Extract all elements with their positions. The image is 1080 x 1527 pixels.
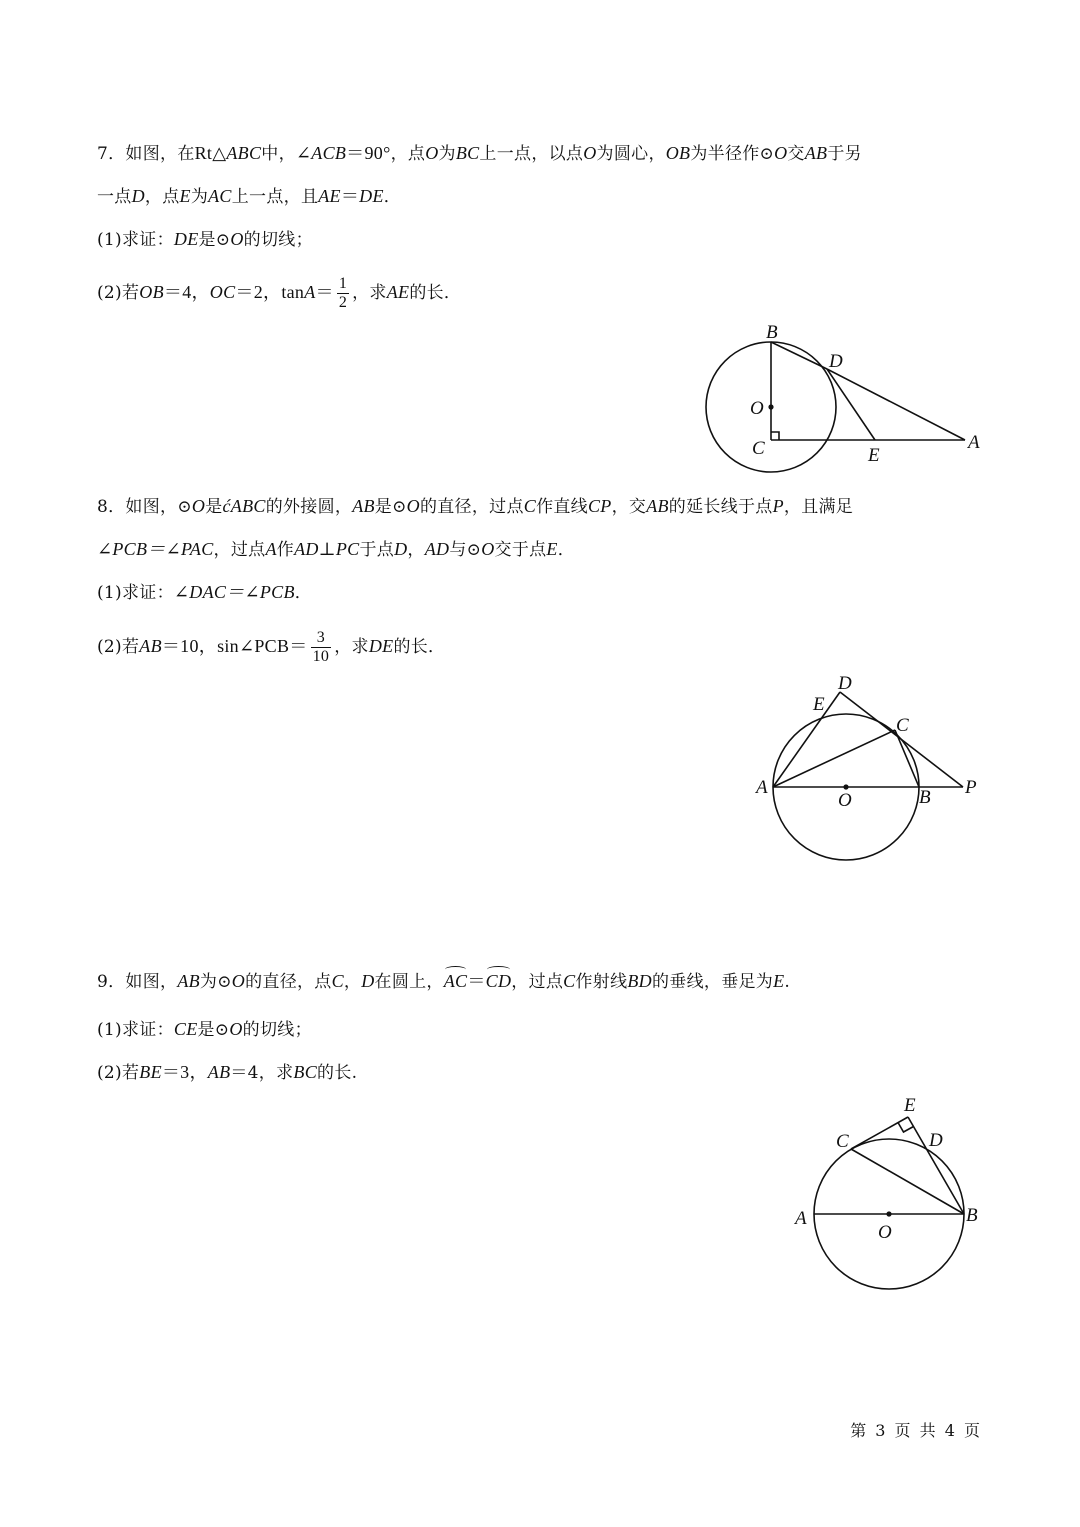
q8-center-dot <box>843 784 848 789</box>
svg-text:C: C <box>836 1131 849 1152</box>
q8-part-2: (2)若AB＝10，sin∠PCB＝ $\frac{3}{10}$ ，求DE的长． <box>97 629 446 665</box>
q9-center-dot <box>886 1211 891 1216</box>
fraction-three-tenths: $\frac{3}{10}$ <box>312 629 330 665</box>
q7-part-2: (2)若OB＝4，OC＝2，tanA＝ $\frac{1}{2}$ ，求AE的长． <box>97 275 462 311</box>
q9-line-1: 9．如图，AB为⊙O的直径，点C，D在圆上，AC＝CD，过点C作射线BD的垂线，垂足为E. <box>97 971 791 992</box>
svg-text:O: O <box>878 1222 892 1243</box>
svg-text:C: C <box>752 438 765 459</box>
svg-text:E: E <box>868 445 880 466</box>
svg-text:E: E <box>813 694 825 715</box>
q7-part-1: (1)求证：DE是⊙O的切线； <box>97 229 313 250</box>
svg-text:A: A <box>756 777 768 798</box>
arc-ac: AC <box>443 971 468 991</box>
q7-figure <box>690 320 990 470</box>
svg-text:D: D <box>838 673 852 694</box>
svg-text:B: B <box>966 1205 978 1226</box>
q8-line-2: ∠PCB＝∠PAC，过点A作AD⊥PC于点D，AD与⊙O交于点E． <box>97 539 576 560</box>
svg-text:P: P <box>965 777 977 798</box>
q9-figure <box>785 1090 995 1290</box>
svg-text:O: O <box>838 790 852 811</box>
q7-center-dot <box>768 404 773 409</box>
svg-text:B: B <box>766 322 778 343</box>
svg-text:O: O <box>750 398 764 419</box>
svg-text:D: D <box>929 1130 943 1151</box>
arc-cd: CD <box>485 971 512 991</box>
page-number: 第 3 页 共 4 页 <box>850 1421 982 1440</box>
svg-text:A: A <box>968 432 980 453</box>
svg-text:E: E <box>904 1095 916 1116</box>
q8-figure <box>745 668 985 868</box>
svg-text:B: B <box>919 787 931 808</box>
q7-line-2: 一点D，点E为AC上一点，且AE＝DE． <box>97 186 402 207</box>
q9-part-2: (2)若BE＝3，AB＝4，求BC的长. <box>97 1062 358 1083</box>
svg-text:C: C <box>896 715 909 736</box>
q8-part-1: (1)求证：∠DAC＝∠PCB． <box>97 582 313 603</box>
svg-text:A: A <box>795 1208 807 1229</box>
q9-part-1: (1)求证：CE是⊙O的切线； <box>97 1019 312 1040</box>
q7-line-1: 7．如图，在Rt△ABC中，∠ACB＝90°，点O为BC上一点，以点O为圆心，OB为半径作⊙O交AB于另 <box>97 143 862 164</box>
fraction-one-half: $\frac{1}{2}$ <box>338 275 348 311</box>
q8-line-1: 8．如图，⊙O是ćABC的外接圆，AB是⊙O的直径，过点C作直线CP，交AB的延长线于点P，且满足 <box>97 496 854 517</box>
svg-text:D: D <box>829 351 843 372</box>
